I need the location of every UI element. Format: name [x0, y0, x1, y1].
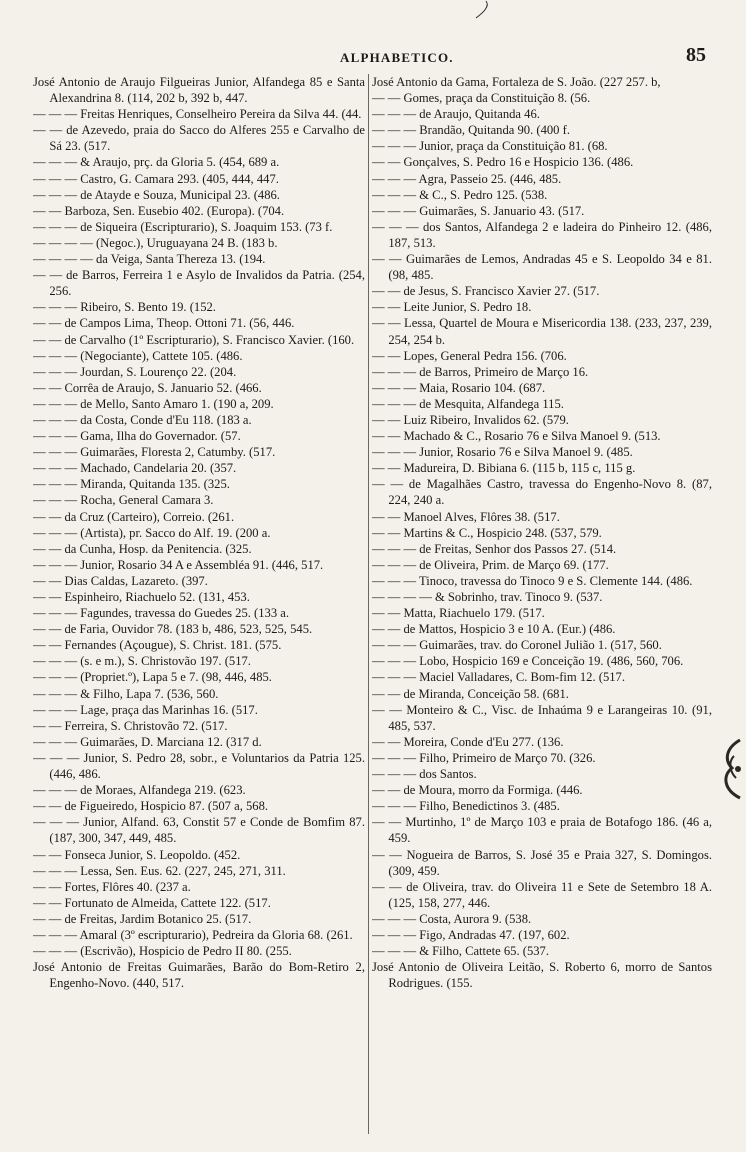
directory-entry: — — — (Negociante), Cattete 105. (486. [33, 348, 243, 363]
directory-entry: — — — Tinoco, travessa do Tinoco 9 e S. Clemente 144. (486. [372, 573, 693, 588]
directory-entry: — — de Mattos, Hospicio 3 e 10 A. (Eur.) (486. [372, 622, 616, 637]
directory-entry: — — — Rocha, General Camara 3. [33, 493, 214, 508]
directory-entry: — — — dos Santos, Alfandega 2 e ladeira do Pinheiro 12. (486, 187, 513. [372, 219, 712, 250]
directory-entry: — — — Guimarães, S. Januario 43. (517. [372, 203, 585, 218]
directory-entry: — — Fonseca Junior, S. Leopoldo. (452. [33, 847, 241, 862]
directory-entry: — — Manoel Alves, Flôres 38. (517. [372, 509, 560, 524]
directory-entry: — — — Guimarães, D. Marciana 12. (317 d. [33, 734, 262, 749]
directory-entry: — — — Junior, S. Pedro 28, sobr., e Voluntarios da Patria 125. (446, 486. [33, 750, 365, 782]
directory-entry: — — — Lobo, Hospicio 169 e Conceição 19. (486, 560, 706. [372, 654, 684, 669]
directory-entry: — — de Campos Lima, Theop. Ottoni 71. (56, 446. [33, 316, 295, 331]
ink-stroke-mark [472, 0, 494, 22]
directory-entry: — — de Figueiredo, Hospicio 87. (507 a, 568. [33, 799, 269, 814]
directory-entry: — — Dias Caldas, Lazareto. (397. [33, 573, 208, 588]
margin-ornament-icon [718, 736, 744, 802]
directory-entry: — — — Gama, Ilha do Governador. (57. [33, 429, 241, 444]
directory-entry: — — de Faria, Ouvidor 78. (183 b, 486, 523, 525, 545. [33, 622, 313, 637]
directory-entry: — — Moreira, Conde d'Eu 277. (136. [372, 734, 564, 749]
directory-entry: José Antonio de Freitas Guimarães, Barão do Bom-Retiro 2, Engenho-Novo. (440, 517. [33, 960, 365, 991]
directory-entry: — — — Brandão, Quitanda 90. (400 f. [372, 123, 570, 138]
directory-entry: — — — — da Veiga, Santa Thereza 13. (194. [33, 252, 266, 267]
directory-entry: — — — de Mello, Santo Amaro 1. (190 a, 209. [33, 396, 274, 411]
directory-entry: — — de Miranda, Conceição 58. (681. [372, 686, 569, 701]
directory-entry: — — — & Filho, Lapa 7. (536, 560. [33, 686, 219, 701]
directory-entry: — — — de Atayde e Souza, Municipal 23. (486. [33, 187, 280, 202]
directory-entry: — — — Ribeiro, S. Bento 19. (152. [33, 300, 216, 315]
directory-entry: — — — dos Santos. [372, 767, 477, 782]
directory-entry: — — Leite Junior, S. Pedro 18. [372, 300, 532, 315]
directory-entry: — — — & Filho, Cattete 65. (537. [372, 944, 550, 959]
directory-entry: — — Matta, Riachuelo 179. (517. [372, 606, 545, 621]
directory-entry: — — — Jourdan, S. Lourenço 22. (204. [33, 364, 237, 379]
directory-entry: — — — Freitas Henriques, Conselheiro Pereira da Silva 44. (44. [33, 107, 362, 122]
directory-entry: — — Fernandes (Açougue), S. Christ. 181. (575. [33, 638, 282, 653]
directory-entry: — — da Cruz (Carteiro), Correio. (261. [33, 509, 235, 524]
directory-entry: — — Guimarães de Lemos, Andradas 45 e S. Leopoldo 34 e 81. (98, 485. [372, 252, 712, 283]
directory-entry: — — — (s. e m.), S. Christovão 197. (517. [33, 654, 251, 669]
directory-entry: — — de Moura, morro da Formiga. (446. [372, 783, 583, 798]
directory-entry: — — Ferreira, S. Christovão 72. (517. [33, 718, 228, 733]
directory-entry: — — Espinheiro, Riachuelo 52. (131, 453. [33, 590, 250, 604]
column-divider [368, 74, 369, 1134]
directory-entry: — — de Azevedo, praia do Sacco do Alferes 255 e Carvalho de Sá 23. (517. [33, 123, 365, 154]
running-title: ALPHABETICO. [340, 50, 454, 65]
directory-entry: — — — Agra, Passeio 25. (446, 485. [372, 171, 562, 186]
directory-entry: — — — Guimarães, Floresta 2, Catumby. (517. [33, 445, 276, 460]
directory-entry: — — — Filho, Benedictinos 3. (485. [372, 799, 560, 814]
directory-entry: — — — Filho, Primeiro de Março 70. (326. [372, 750, 596, 765]
directory-entry: — — — & Araujo, prç. da Gloria 5. (454, 689 a. [33, 155, 280, 170]
left-column [33, 74, 365, 1136]
directory-entry: — — — de Freitas, Senhor dos Passos 27. (514. [372, 541, 617, 556]
directory-entry: — — de Freitas, Jardim Botanico 25. (517. [33, 911, 252, 926]
directory-entry: — — — de Siqueira (Escripturario), S. Joaquim 153. (73 f. [33, 219, 333, 234]
directory-entry: — — — Miranda, Quitanda 135. (325. [33, 477, 230, 492]
directory-entry: — — — Amaral (3º escripturario), Pedreira da Gloria 68. (261. [33, 927, 353, 942]
directory-entry: José Antonio de Araujo Filgueiras Junior, Alfandega 85 e Santa Alexandrina 8. (114, 202 b, 392 b, 447. [33, 75, 365, 106]
directory-entry: José Antonio de Oliveira Leitão, S. Roberto 6, morro de Santos Rodrigues. (155. [372, 960, 712, 991]
directory-entry: — — — Lessa, Sen. Eus. 62. (227, 245, 271, 311. [33, 863, 286, 878]
directory-entry: — — — de Moraes, Alfandega 219. (623. [33, 783, 246, 798]
directory-entry: — — Fortes, Flôres 40. (237 a. [33, 879, 191, 894]
directory-entry: — — — Junior, Alfand. 63, Constit 57 e Conde de Bomfim 87. (187, 300, 347, 449, 485. [33, 815, 365, 846]
directory-entry: — — Luiz Ribeiro, Invalidos 62. (579. [372, 412, 569, 427]
directory-entry: — — — da Costa, Conde d'Eu 118. (183 a. [33, 412, 252, 427]
directory-entry: — — Barboza, Sen. Eusebio 402. (Europa). (704. [33, 203, 285, 218]
directory-entry: — — Gomes, praça da Constituição 8. (56. [372, 91, 591, 106]
directory-entry: — — — & C., S. Pedro 125. (538. [372, 187, 548, 202]
directory-entry: — — — — & Sobrinho, trav. Tinoco 9. (537. [372, 590, 603, 604]
directory-entry: — — — (Artista), pr. Sacco do Alf. 19. (200 a. [33, 525, 271, 540]
directory-entry: — — Machado & C., Rosario 76 e Silva Manoel 9. (513. [372, 429, 661, 444]
directory-entry: — — — de Mesquita, Alfandega 115. [372, 396, 564, 411]
directory-entry: José Antonio da Gama, Fortaleza de S. João. (227 257. b, [372, 75, 661, 89]
directory-entry: — — de Magalhães Castro, travessa do Engenho-Novo 8. (87, 224, 240 a. [372, 477, 712, 508]
directory-entry: — — Nogueira de Barros, S. José 35 e Praia 327, S. Domingos. (309, 459. [372, 847, 712, 878]
right-column [372, 74, 712, 1136]
directory-entry: — — — Figo, Andradas 47. (197, 602. [372, 927, 570, 942]
directory-entry: — — — Castro, G. Camara 293. (405, 444, 447. [33, 171, 279, 186]
directory-entry: — — Madureira, D. Bibiana 6. (115 b, 115 c, 115 g. [372, 461, 636, 476]
directory-entry: — — — de Araujo, Quitanda 46. [372, 107, 540, 122]
directory-entry: — — — de Barros, Primeiro de Março 16. [372, 364, 589, 379]
directory-entry: — — — Junior, Rosario 76 e Silva Manoel 9. (485. [372, 445, 633, 460]
directory-entry: — — — Guimarães, trav. do Coronel Julião 1. (517, 560. [372, 638, 662, 653]
directory-entry: — — — Junior, Rosario 34 A e Assembléa 91. (446, 517. [33, 557, 324, 572]
directory-entry: — — da Cunha, Hosp. da Penitencia. (325. [33, 541, 252, 556]
directory-entry: — — Murtinho, 1º de Março 103 e praia de Botafogo 186. (46 a, 459. [372, 815, 712, 846]
directory-entry: — — — de Oliveira, Prim. de Março 69. (177. [372, 557, 609, 572]
directory-entry: — — de Oliveira, trav. do Oliveira 11 e Sete de Setembro 18 A. (125, 158, 277, 446. [372, 879, 712, 910]
directory-entry: — — — Maciel Valladares, C. Bom-fim 12. (517. [372, 670, 625, 685]
directory-entry: — — — (Escrivão), Hospicio de Pedro II 80. (255. [33, 944, 292, 959]
directory-entry: — — — Junior, praça da Constituição 81. (68. [372, 139, 608, 154]
directory-entry: — — — (Propriet.º), Lapa 5 e 7. (98, 446, 485. [33, 670, 272, 685]
directory-entry: — — — Lage, praça das Marinhas 16. (517. [33, 702, 258, 717]
directory-entry: — — Lessa, Quartel de Moura e Misericordia 138. (233, 237, 239, 254, 254 b. [372, 316, 712, 347]
directory-entry: — — — — (Negoc.), Uruguayana 24 B. (183 b. [33, 235, 278, 250]
directory-entry: — — de Jesus, S. Francisco Xavier 27. (517. [372, 284, 600, 299]
directory-entry: — — — Fagundes, travessa do Guedes 25. (133 a. [33, 606, 290, 621]
directory-entry: — — de Barros, Ferreira 1 e Asylo de Invalidos da Patria. (254, 256. [33, 268, 365, 299]
directory-entry: — — — Machado, Candelaria 20. (357. [33, 461, 237, 476]
directory-entry: — — Lopes, General Pedra 156. (706. [372, 348, 567, 363]
directory-entry: — — de Carvalho (1º Escripturario), S. Francisco Xavier. (160. [33, 332, 355, 347]
directory-entry: — — — Maia, Rosario 104. (687. [372, 380, 546, 395]
directory-entry: — — Corrêa de Araujo, S. Januario 52. (466. [33, 380, 262, 395]
directory-entry: — — Fortunato de Almeida, Cattete 122. (517. [33, 895, 271, 910]
page-number: 85 [686, 44, 706, 66]
directory-entry: — — Martins & C., Hospicio 248. (537, 579. [372, 525, 602, 540]
directory-entry: — — Gonçalves, S. Pedro 16 e Hospicio 136. (486. [372, 155, 634, 170]
page-header [0, 44, 746, 70]
directory-entry: — — — Costa, Aurora 9. (538. [372, 911, 532, 926]
directory-entry: — — Monteiro & C., Visc. de Inhaúma 9 e Larangeiras 10. (91, 485, 537. [372, 702, 712, 733]
